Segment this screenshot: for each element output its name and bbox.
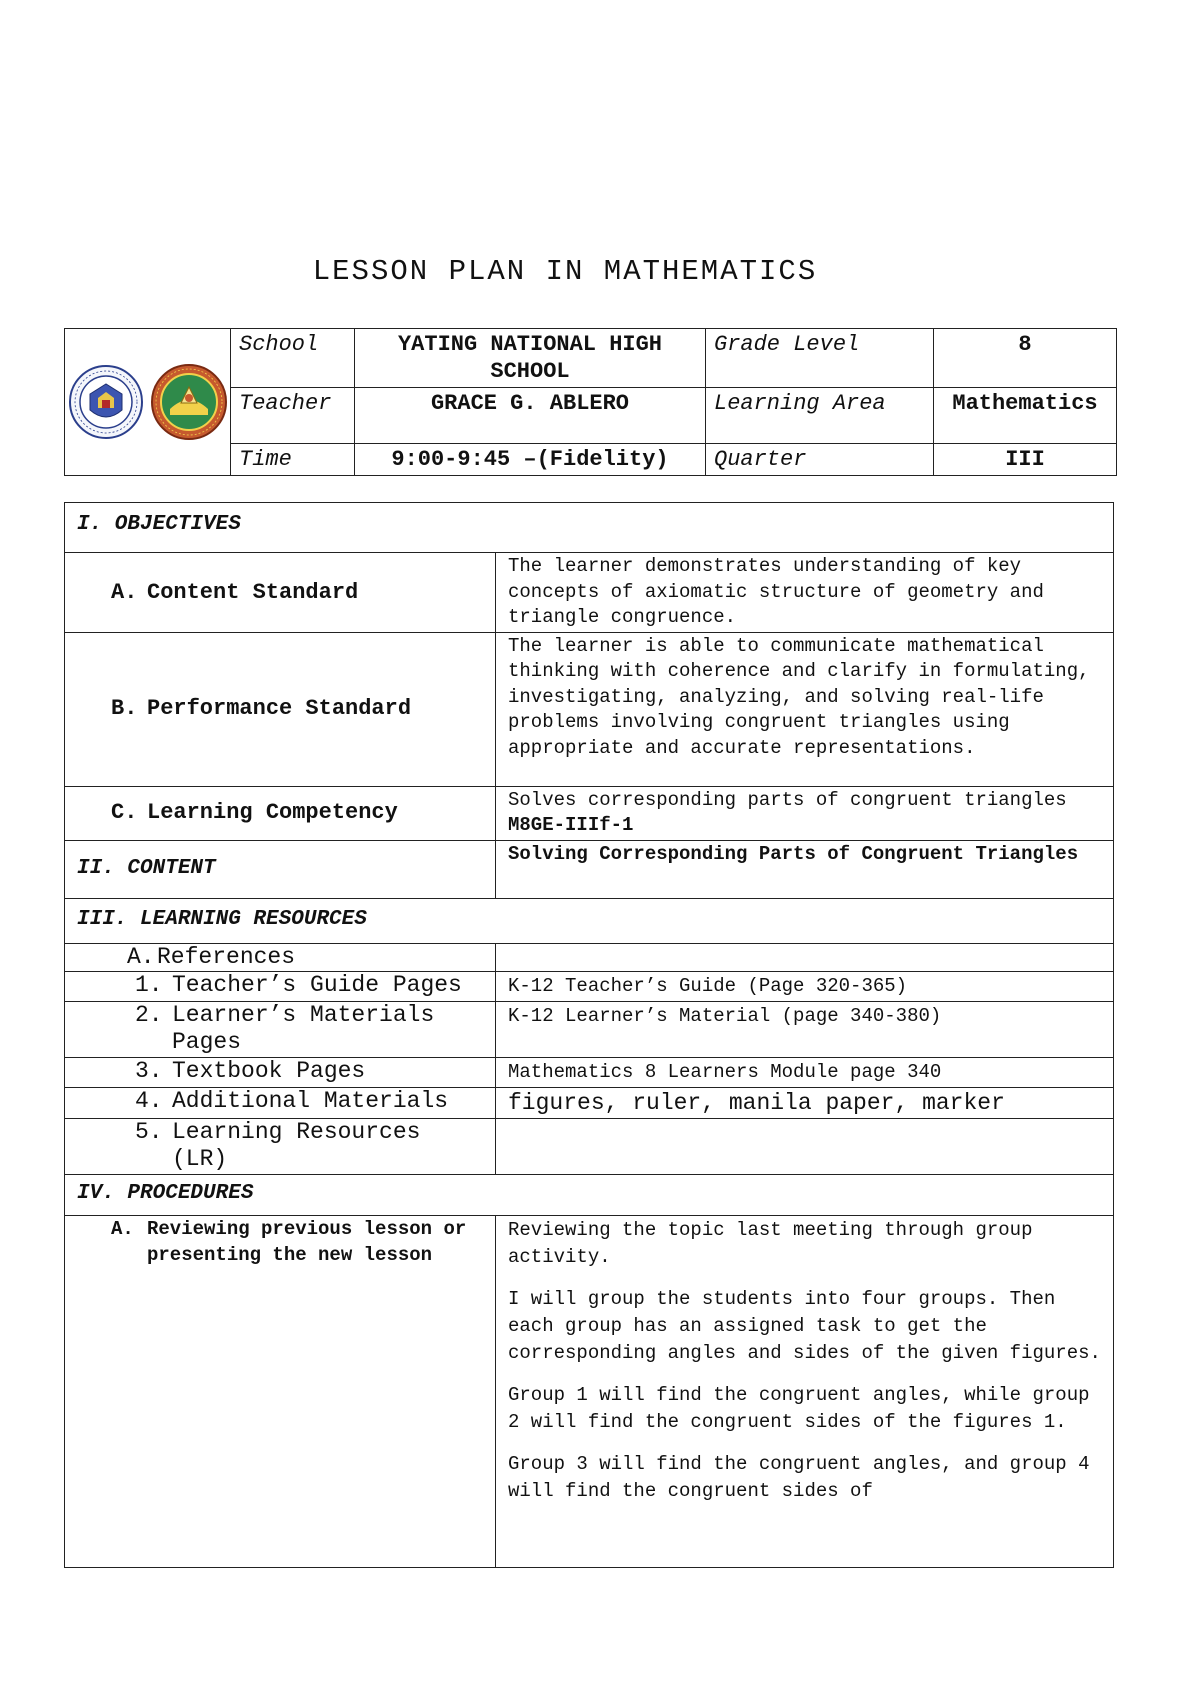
resource-key: 3. [135, 1057, 163, 1084]
resource-label: Additional Materials [172, 1087, 449, 1114]
resources-heading: III. LEARNING RESOURCES [65, 898, 1114, 943]
procedure-a-paragraph: Group 1 will find the congruent angles, while group 2 will find the congruent sides of the figures 1. [508, 1384, 1090, 1433]
learning-competency-key: C. [111, 800, 138, 826]
resource-row-value: K-12 Learner’s Material (page 340-380) [496, 1001, 1114, 1057]
resource-key: 2. [135, 1001, 163, 1028]
resource-label: Textbook Pages [172, 1057, 366, 1084]
school-value: YATING NATIONAL HIGH SCHOOL [355, 329, 706, 388]
school-label: School [231, 329, 355, 388]
resource-label: Learning Resources [172, 1118, 421, 1145]
learning-competency-desc: Solves corresponding parts of congruent triangles [508, 788, 1067, 811]
resource-row-label [65, 1118, 496, 1174]
quarter-value: III [934, 444, 1117, 476]
resource-row-value: Mathematics 8 Learners Module page 340 [496, 1057, 1114, 1087]
resource-row-value: figures, ruler, manila paper, marker [496, 1087, 1114, 1118]
learning-area-value: Mathematics [934, 388, 1117, 444]
teacher-value: GRACE G. ABLERO [355, 388, 706, 444]
content-standard-label [65, 553, 496, 633]
objectives-heading: I. OBJECTIVES [65, 503, 1114, 553]
content-standard-text: Content Standard [147, 579, 359, 605]
time-label: Time [231, 444, 355, 476]
resource-row-label [65, 1001, 496, 1057]
resource-label-cont: (LR) [172, 1145, 228, 1172]
logos-cell [65, 329, 231, 476]
resource-key: 1. [135, 971, 163, 998]
content-standard-key: A. [111, 579, 138, 605]
references-label [65, 943, 496, 971]
resource-row-value: K-12 Teacher’s Guide (Page 320-365) [496, 971, 1114, 1001]
references-value [496, 943, 1114, 971]
resource-row-label [65, 971, 496, 1001]
resource-row-value [496, 1118, 1114, 1174]
deped-seal-icon [68, 364, 144, 440]
procedure-a-text: Reviewing previous lesson or presenting the new lesson [147, 1218, 467, 1266]
resource-label: Teacher’s Guide Pages [172, 971, 462, 998]
learning-competency-label [65, 786, 496, 840]
procedure-a-paragraph: Reviewing the topic last meeting through group activity. [508, 1219, 1033, 1268]
page-title: LESSON PLAN IN MATHEMATICS [312, 255, 818, 288]
procedures-heading: IV. PROCEDURES [65, 1174, 1114, 1216]
content-heading: II. CONTENT [65, 840, 496, 898]
resource-row-label [65, 1057, 496, 1087]
resource-key: 5. [135, 1118, 163, 1145]
quarter-label: Quarter [706, 444, 934, 476]
resource-label: Learner’s Materials [172, 1001, 435, 1028]
header-table [64, 328, 1117, 476]
references-key: A. [127, 943, 155, 970]
performance-standard-label [65, 632, 496, 786]
resource-row-label [65, 1087, 496, 1118]
procedure-a-key: A. [111, 1218, 134, 1240]
learning-competency-value [496, 786, 1114, 840]
resource-key: 4. [135, 1087, 163, 1114]
performance-standard-key: B. [111, 696, 138, 722]
grade-level-label: Grade Level [706, 329, 934, 388]
resource-label-cont: Pages [172, 1028, 242, 1055]
learning-competency-text: Learning Competency [147, 800, 398, 826]
school-seal-icon [150, 363, 228, 441]
performance-standard-text: Performance Standard [147, 696, 412, 722]
procedure-a-paragraph: I will group the students into four groups. Then each group has an assigned task to get the corresponding angles and sides of the given figures. [508, 1288, 1101, 1364]
procedure-a-label [65, 1216, 496, 1568]
grade-level-value: 8 [934, 329, 1117, 388]
learning-competency-code: M8GE-IIIf-1 [508, 814, 634, 836]
teacher-label: Teacher [231, 388, 355, 444]
learning-area-label: Learning Area [706, 388, 934, 444]
procedure-a-content [496, 1216, 1114, 1568]
time-value: 9:00-9:45 –(Fidelity) [355, 444, 706, 476]
lesson-plan-table [64, 502, 1114, 1568]
content-value: Solving Corresponding Parts of Congruent Triangles [496, 840, 1114, 898]
performance-standard-value: The learner is able to communicate mathematical thinking with coherence and clarify in formulating, investigating, analyzing, and solving real-life problems involving congruent triangles using appropriate and accurate representations. [496, 632, 1114, 786]
content-standard-value: The learner demonstrates understanding of key concepts of axiomatic structure of geometry and triangle congruence. [496, 553, 1114, 633]
references-text: References [157, 943, 296, 970]
procedure-a-paragraph: Group 3 will find the congruent angles, and group 4 will find the congruent sides of [508, 1453, 1090, 1502]
